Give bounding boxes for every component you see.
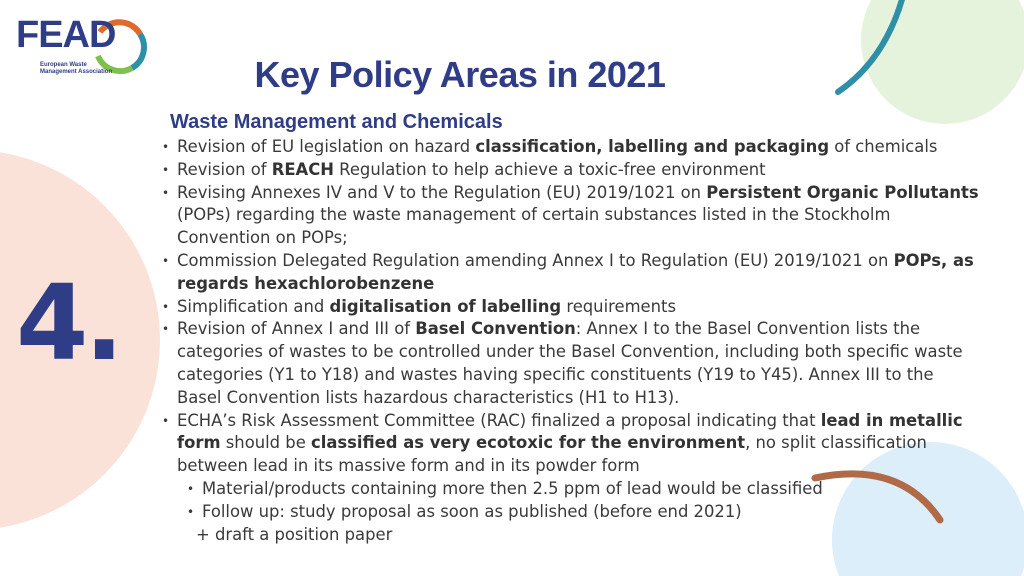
content-area [162,108,982,546]
sub-list-item: • Material/products containing more then 2.5 ppm of lead would be classified [187,478,982,501]
list-item: • ECHA’s Risk Assessment Committee (RAC) finalized a proposal indicating that lead in metallic form should be classified as very ecotoxic for the environment, no split classification between lead in its massive form and in its powder form • Material/products containing more then 2.5 ppm of lead would be classified • Follow up: study proposal as soon as published (before end 2021) [162,410,982,524]
list-item: • Revision of REACH Regulation to help achieve a toxic-free environment [162,159,982,182]
followup-note: + draft a position paper [196,524,393,544]
list-item: • Revision of Annex I and III of Basel Convention: Annex I to the Basel Convention lists the categories of wastes to be controlled under the Basel Convention, including both specific waste categories (Y1 to Y18) and wastes having specific constituents (Y19 to Y45). Annex III to the Basel Convention lists hazardous characteristics (H1 to H13). [162,318,982,409]
list-item: • Commission Delegated Regulation amending Annex I to Regulation (EU) 2019/1021 on POPs, as regards hexachlorobenzene [162,250,982,296]
policy-list [162,136,982,524]
list-item: • Simplification and digitalisation of labelling requirements [162,296,982,319]
slide-number: 4. [16,262,120,384]
sub-list [187,478,982,524]
sub-list-item: • Follow up: study proposal as soon as published (before end 2021) [187,501,982,524]
logo-subtitle: European Waste Management Association [40,62,113,75]
slide-title: Key Policy Areas in 2021 [254,54,666,96]
list-item: • Revision of EU legislation on hazard classification, labelling and packaging of chemicals [162,136,982,159]
section-heading: Waste Management and Chemicals [170,111,503,133]
logo-wordmark: FEAD [16,14,116,56]
list-item: • Revising Annexes IV and V to the Regulation (EU) 2019/1021 on Persistent Organic Pollutants (POPs) regarding the waste management of certain substances listed in the Stockholm Convention on POPs; [162,182,982,250]
